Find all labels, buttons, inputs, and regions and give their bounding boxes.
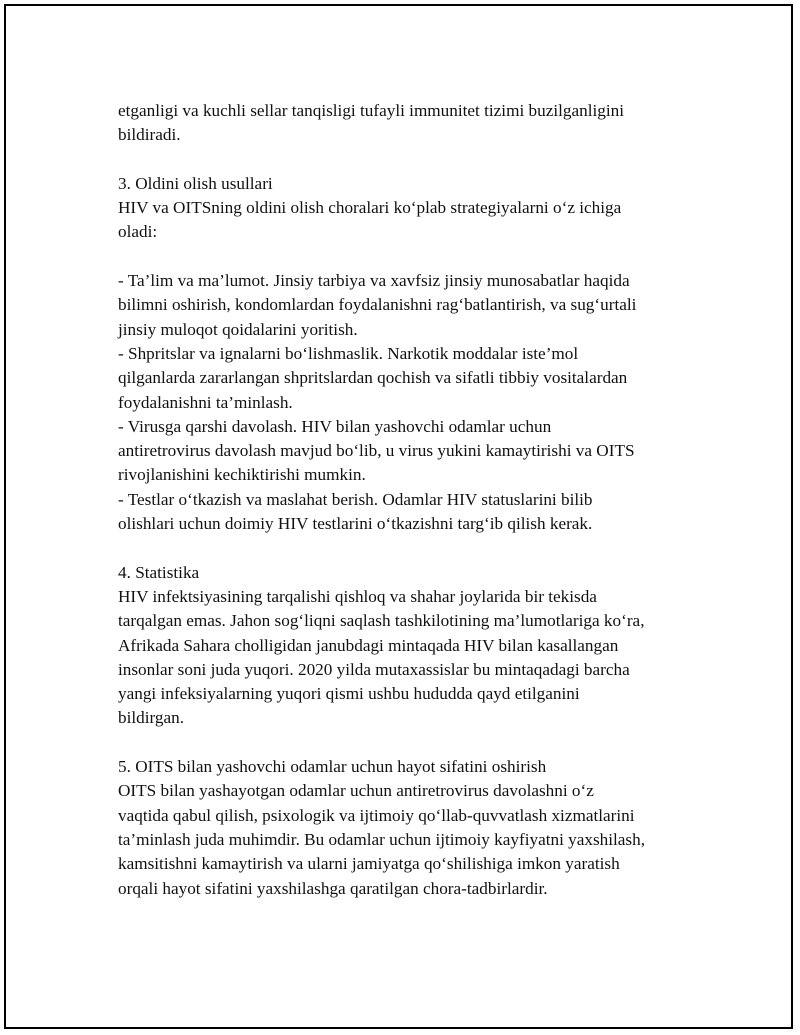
text-line: - Virusga qarshi davolash. HIV bilan yashovchi odamlar uchun <box>118 416 552 436</box>
prevention-list <box>118 269 718 536</box>
text-line: jinsiy muloqot qoidalarini yoritish. <box>118 319 358 339</box>
document-body <box>118 99 718 925</box>
text-line: ta’minlash juda muhimdir. Bu odamlar uchun ijtimoiy kayfiyatni yaxshilash, <box>118 829 646 849</box>
text-line: oladi: <box>118 222 158 242</box>
text-line: bildiradi. <box>118 125 181 145</box>
text-line: olishlari uchun doimiy HIV testlarini o‘tkazishni targ‘ib qilish kerak. <box>118 514 593 534</box>
text-line: - Shpritslar va ignalarni bo‘lishmaslik. Narkotik moddalar iste’mol <box>118 343 579 363</box>
text-line: orqali hayot sifatini yaxshilashga qaratilgan chora-tadbirlardir. <box>118 878 548 898</box>
continuation-paragraph <box>118 99 718 148</box>
document-page <box>4 4 793 1029</box>
text-line: Afrikada Sahara cholligidan janubdagi mintaqada HIV bilan kasallangan <box>118 635 619 655</box>
text-line: etganligi va kuchli sellar tanqisligi tufayli immunitet tizimi buzilganligini <box>118 101 624 120</box>
text-line: - Testlar o‘tkazish va maslahat berish. Odamlar HIV statuslarini bilib <box>118 489 593 509</box>
section-prevention <box>118 172 718 245</box>
text-line: yangi infeksiyalarning yuqori qismi ushbu hududda qayd etilganini <box>118 684 580 704</box>
text-line: vaqtida qabul qilish, psixologik va ijtimoiy qo‘llab-quvvatlash xizmatlarini <box>118 805 635 825</box>
text-line: antiretrovirus davolash mavjud bo‘lib, u virus yukini kamaytirishi va OITS <box>118 441 635 461</box>
section-quality-of-life <box>118 755 718 901</box>
section-statistics <box>118 561 718 731</box>
text-line: HIV va OITSning oldini olish choralari ko‘plab strategiyalarni o‘z ichiga <box>118 198 622 218</box>
text-line: rivojlanishini kechiktirishi mumkin. <box>118 465 366 485</box>
text-line: - Ta’lim va ma’lumot. Jinsiy tarbiya va xavfsiz jinsiy munosabatlar haqida <box>118 271 630 291</box>
section-heading: 3. Oldini olish usullari <box>118 173 273 193</box>
text-line: insonlar soni juda yuqori. 2020 yilda mutaxassislar bu mintaqadagi barcha <box>118 659 630 679</box>
section-heading: 4. Statistika <box>118 562 200 582</box>
text-line: HIV infektsiyasining tarqalishi qishloq va shahar joylarida bir tekisda <box>118 586 597 606</box>
text-line: OITS bilan yashayotgan odamlar uchun antiretrovirus davolashni o‘z <box>118 781 594 801</box>
text-line: tarqalgan emas. Jahon sog‘liqni saqlash tashkilotining ma’lumotlariga ko‘ra, <box>118 611 645 631</box>
text-line: qilganlarda zararlangan shpritslardan qochish va sifatli tibbiy vositalardan <box>118 368 628 388</box>
text-line: foydalanishni ta’minlash. <box>118 392 293 412</box>
text-line: bildirgan. <box>118 708 185 728</box>
section-heading: 5. OITS bilan yashovchi odamlar uchun hayot sifatini oshirish <box>118 757 547 777</box>
text-line: bilimni oshirish, kondomlardan foydalanishni rag‘batlantirish, va sug‘urtali <box>118 295 637 315</box>
text-line: kamsitishni kamaytirish va ularni jamiyatga qo‘shilishiga imkon yaratish <box>118 854 620 874</box>
